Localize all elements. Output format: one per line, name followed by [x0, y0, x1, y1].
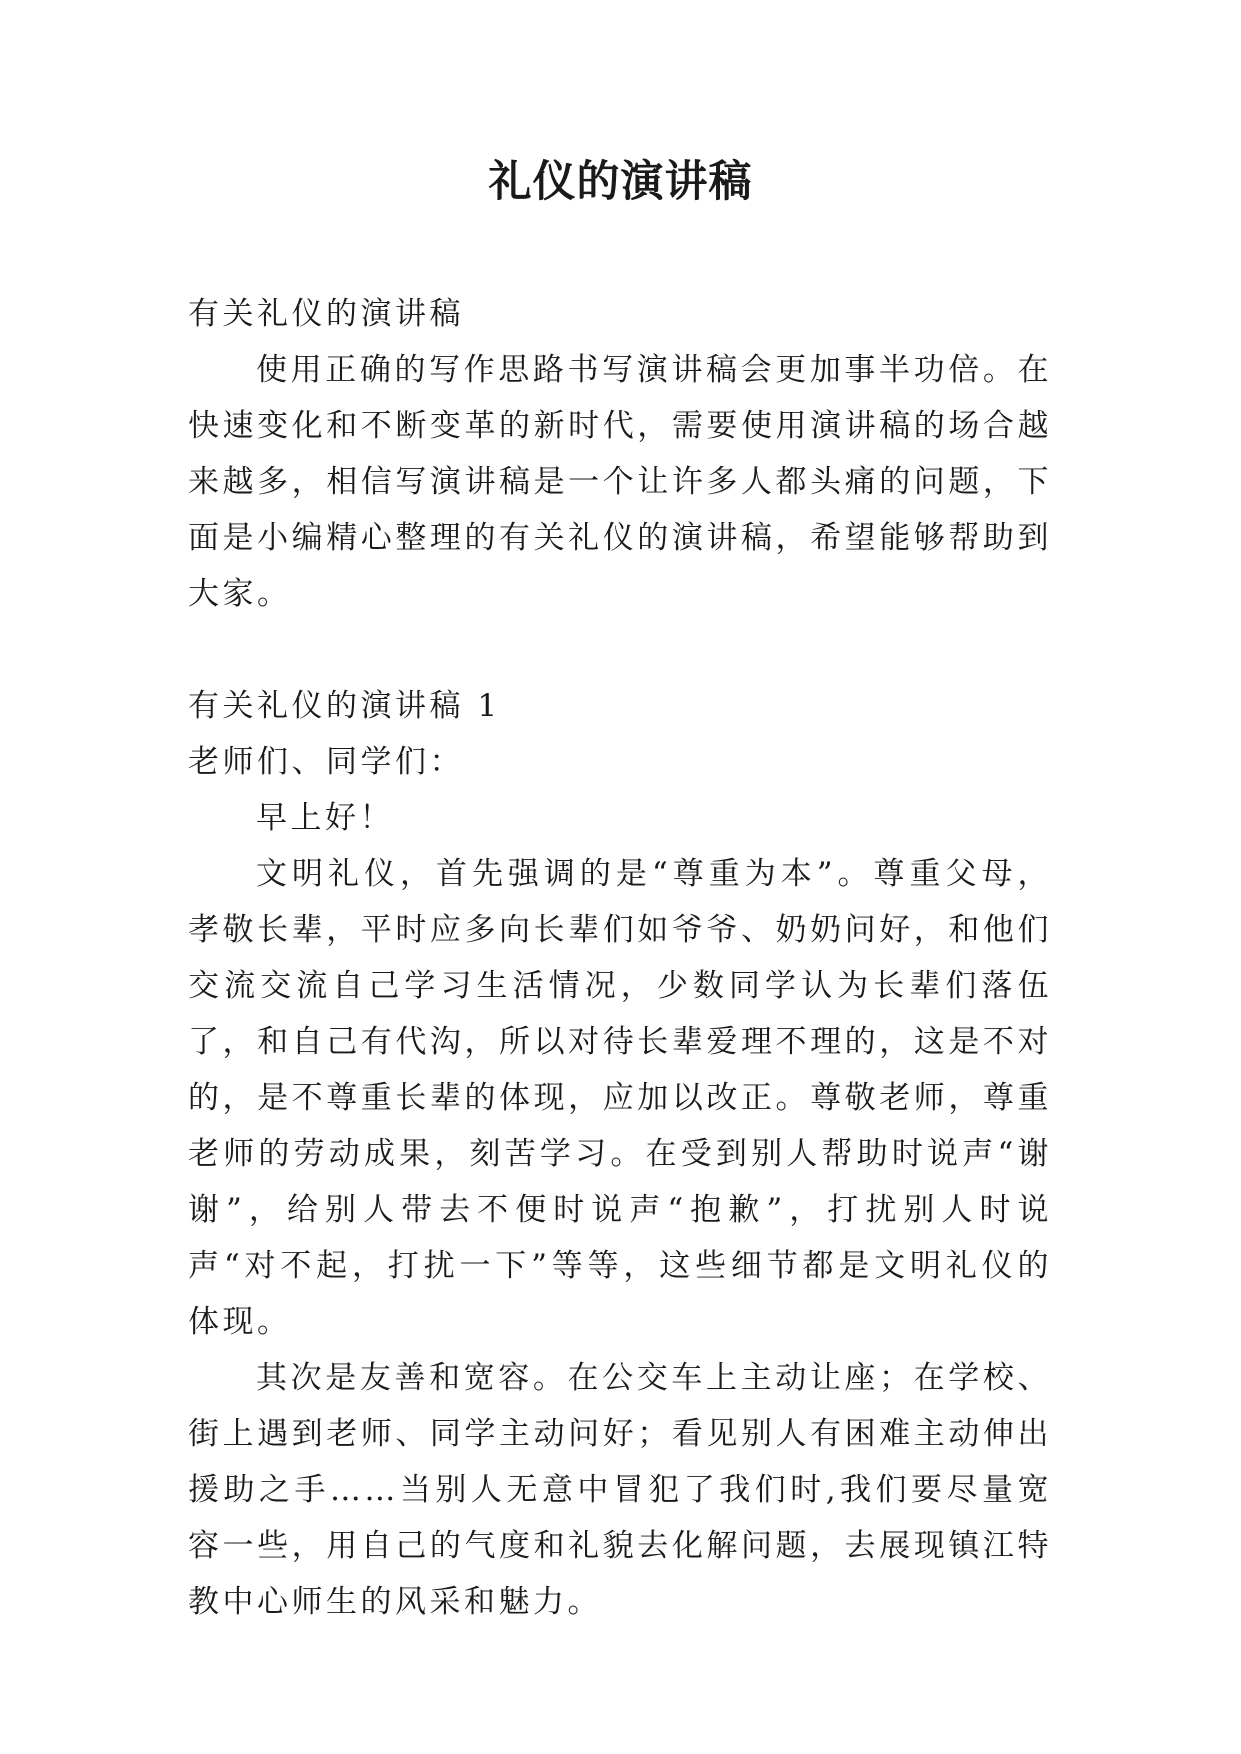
body-paragraph-kindness: 其次是友善和宽容。在公交车上主动让座；在学校、街上遇到老师、同学主动问好；看见别人有困难主动伸出援助之手……当别人无意中冒犯了我们时,我们要尽量宽容一些，用自己的气度和礼貌去化解问题，去展现镇江特教中心师生的风采和魅力。: [188, 1360, 1052, 1620]
document-body: [188, 286, 1052, 1630]
section-heading: 有关礼仪的演讲稿 1: [188, 688, 501, 724]
document-title: 礼仪的演讲稿: [488, 157, 753, 207]
greeting: 早上好！: [256, 800, 394, 836]
body-paragraph-respect: 文明礼仪，首先强调的是“尊重为本”。尊重父母，孝敬长辈，平时应多向长辈们如爷爷、奶奶问好，和他们交流交流自己学习生活情况，少数同学认为长辈们落伍了，和自己有代沟，所以对待长辈爱理不理的，这是不对的，是不尊重长辈的体现，应加以改正。尊敬老师，尊重老师的劳动成果，刻苦学习。在受到别人帮助时说声“谢谢”，给别人带去不便时说声“抱歉”，打扰别人时说声“对不起，打扰一下”等等，这些细节都是文明礼仪的体现。: [188, 856, 1052, 1340]
subtitle: 有关礼仪的演讲稿: [188, 296, 464, 332]
salutation: 老师们、同学们：: [188, 744, 464, 780]
intro-paragraph: 使用正确的写作思路书写演讲稿会更加事半功倍。在快速变化和不断变革的新时代，需要使用演讲稿的场合越来越多，相信写演讲稿是一个让许多人都头痛的问题，下面是小编精心整理的有关礼仪的演讲稿，希望能够帮助到大家。: [188, 352, 1052, 612]
